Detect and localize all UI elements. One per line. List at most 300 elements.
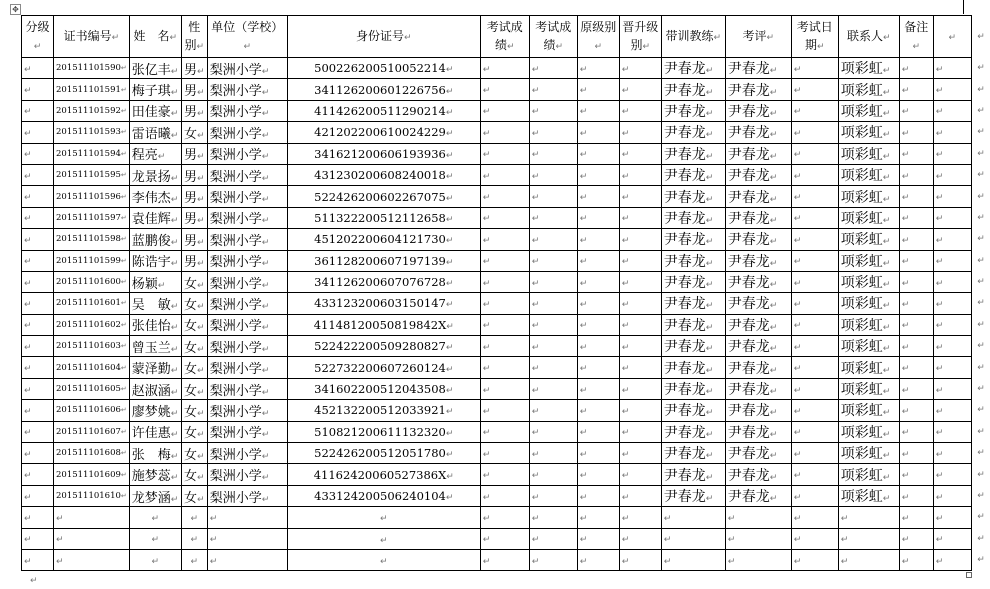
cell-level[interactable]: [22, 207, 54, 228]
cell-id-no[interactable]: [287, 314, 480, 335]
cell-coach[interactable]: [661, 143, 725, 164]
cell-level[interactable]: [22, 443, 54, 464]
cell-cert-no[interactable]: [54, 79, 130, 100]
cell-score-2[interactable]: [529, 485, 577, 506]
cell-evaluator[interactable]: [725, 443, 791, 464]
cell-original-level[interactable]: [577, 528, 619, 549]
cell-exam-date[interactable]: [791, 143, 838, 164]
cell-contact[interactable]: [838, 400, 899, 421]
cell-remarks[interactable]: [899, 378, 933, 399]
cell-sex[interactable]: [181, 421, 207, 442]
cell-contact[interactable]: [838, 164, 899, 185]
cell-name[interactable]: [129, 485, 181, 506]
cell-exam-date[interactable]: [791, 314, 838, 335]
cell-evaluator[interactable]: [725, 507, 791, 528]
cell-promoted-level[interactable]: [619, 336, 661, 357]
cell-name[interactable]: [129, 507, 181, 528]
cell-contact[interactable]: [838, 79, 899, 100]
cell-score-1[interactable]: [480, 229, 529, 250]
cell-coach[interactable]: [661, 464, 725, 485]
cell-unit[interactable]: [207, 293, 287, 314]
cell-original-level[interactable]: [577, 229, 619, 250]
cell-sex[interactable]: [181, 357, 207, 378]
cell-level[interactable]: [22, 507, 54, 528]
cell-id-no[interactable]: [287, 549, 480, 570]
cell-coach[interactable]: [661, 164, 725, 185]
cell-remarks[interactable]: [899, 336, 933, 357]
cell-remarks[interactable]: [899, 207, 933, 228]
cell-extra[interactable]: [933, 250, 985, 271]
cell-unit[interactable]: [207, 122, 287, 143]
cell-original-level[interactable]: [577, 336, 619, 357]
cell-name[interactable]: [129, 378, 181, 399]
cell-contact[interactable]: [838, 271, 899, 292]
cell-sex[interactable]: [181, 271, 207, 292]
cell-id-no[interactable]: [287, 143, 480, 164]
cell-score-2[interactable]: [529, 271, 577, 292]
cell-score-1[interactable]: [480, 357, 529, 378]
cell-contact[interactable]: [838, 143, 899, 164]
cell-contact[interactable]: [838, 250, 899, 271]
cell-exam-date[interactable]: [791, 58, 838, 79]
cell-score-1[interactable]: [480, 207, 529, 228]
cell-cert-no[interactable]: [54, 293, 130, 314]
cell-coach[interactable]: [661, 314, 725, 335]
cell-evaluator[interactable]: [725, 100, 791, 121]
cell-remarks[interactable]: [899, 100, 933, 121]
cell-sex[interactable]: [181, 58, 207, 79]
cell-level[interactable]: [22, 122, 54, 143]
cell-score-2[interactable]: [529, 421, 577, 442]
cell-remarks[interactable]: [899, 528, 933, 549]
cell-score-2[interactable]: [529, 464, 577, 485]
cell-exam-date[interactable]: [791, 378, 838, 399]
cell-name[interactable]: [129, 443, 181, 464]
cell-original-level[interactable]: [577, 357, 619, 378]
cell-evaluator[interactable]: [725, 528, 791, 549]
cell-evaluator[interactable]: [725, 378, 791, 399]
cell-extra[interactable]: [933, 485, 985, 506]
cell-coach[interactable]: [661, 400, 725, 421]
cell-exam-date[interactable]: [791, 79, 838, 100]
cell-name[interactable]: [129, 250, 181, 271]
cell-score-1[interactable]: [480, 378, 529, 399]
cell-cert-no[interactable]: [54, 314, 130, 335]
cell-promoted-level[interactable]: [619, 528, 661, 549]
cell-unit[interactable]: [207, 400, 287, 421]
cell-score-1[interactable]: [480, 250, 529, 271]
cell-name[interactable]: [129, 229, 181, 250]
cell-cert-no[interactable]: [54, 378, 130, 399]
header-cell-score-2[interactable]: 考试成绩↵: [529, 16, 577, 58]
cell-cert-no[interactable]: [54, 143, 130, 164]
cell-score-1[interactable]: [480, 336, 529, 357]
cell-remarks[interactable]: [899, 58, 933, 79]
cell-extra[interactable]: [933, 336, 985, 357]
cell-level[interactable]: [22, 314, 54, 335]
cell-score-1[interactable]: [480, 443, 529, 464]
cell-promoted-level[interactable]: [619, 549, 661, 570]
cell-score-1[interactable]: [480, 271, 529, 292]
cell-extra[interactable]: [933, 528, 985, 549]
cell-cert-no[interactable]: [54, 58, 130, 79]
cell-exam-date[interactable]: [791, 100, 838, 121]
cell-sex[interactable]: [181, 100, 207, 121]
cell-contact[interactable]: [838, 485, 899, 506]
cell-contact[interactable]: [838, 528, 899, 549]
cell-contact[interactable]: [838, 336, 899, 357]
cell-id-no[interactable]: [287, 357, 480, 378]
cell-level[interactable]: [22, 164, 54, 185]
cell-id-no[interactable]: [287, 378, 480, 399]
cell-id-no[interactable]: [287, 336, 480, 357]
cell-name[interactable]: [129, 79, 181, 100]
cell-original-level[interactable]: [577, 549, 619, 570]
cell-unit[interactable]: [207, 229, 287, 250]
cell-score-1[interactable]: [480, 464, 529, 485]
cell-extra[interactable]: [933, 507, 985, 528]
cell-original-level[interactable]: [577, 507, 619, 528]
cell-extra[interactable]: [933, 143, 985, 164]
cell-evaluator[interactable]: [725, 549, 791, 570]
cell-promoted-level[interactable]: [619, 485, 661, 506]
cell-score-2[interactable]: [529, 400, 577, 421]
cell-level[interactable]: [22, 79, 54, 100]
table-resize-handle[interactable]: [966, 572, 972, 578]
cell-coach[interactable]: [661, 79, 725, 100]
cell-evaluator[interactable]: [725, 314, 791, 335]
cell-contact[interactable]: [838, 293, 899, 314]
cell-unit[interactable]: [207, 421, 287, 442]
cell-contact[interactable]: [838, 100, 899, 121]
cell-exam-date[interactable]: [791, 164, 838, 185]
cell-cert-no[interactable]: [54, 100, 130, 121]
cell-extra[interactable]: [933, 549, 985, 570]
cell-level[interactable]: [22, 528, 54, 549]
cell-score-2[interactable]: [529, 186, 577, 207]
cell-level[interactable]: [22, 464, 54, 485]
cell-sex[interactable]: [181, 207, 207, 228]
cell-contact[interactable]: [838, 58, 899, 79]
cell-promoted-level[interactable]: [619, 271, 661, 292]
cell-exam-date[interactable]: [791, 507, 838, 528]
cell-coach[interactable]: [661, 528, 725, 549]
cell-remarks[interactable]: [899, 485, 933, 506]
cell-name[interactable]: [129, 421, 181, 442]
header-cell-remarks[interactable]: 备注↵: [899, 16, 933, 58]
cell-score-1[interactable]: [480, 100, 529, 121]
cell-contact[interactable]: [838, 464, 899, 485]
cell-sex[interactable]: [181, 186, 207, 207]
cell-score-1[interactable]: [480, 528, 529, 549]
cell-name[interactable]: [129, 336, 181, 357]
header-cell-contact[interactable]: 联系人↵: [838, 16, 899, 58]
cell-id-no[interactable]: [287, 464, 480, 485]
cell-remarks[interactable]: [899, 293, 933, 314]
cell-promoted-level[interactable]: [619, 122, 661, 143]
cell-unit[interactable]: [207, 314, 287, 335]
cell-cert-no[interactable]: [54, 186, 130, 207]
cell-exam-date[interactable]: [791, 122, 838, 143]
cell-score-2[interactable]: [529, 229, 577, 250]
cell-score-2[interactable]: [529, 293, 577, 314]
header-cell-evaluator[interactable]: 考评↵: [725, 16, 791, 58]
cell-level[interactable]: [22, 485, 54, 506]
cell-sex[interactable]: [181, 528, 207, 549]
cell-contact[interactable]: [838, 229, 899, 250]
cell-level[interactable]: [22, 58, 54, 79]
cell-evaluator[interactable]: [725, 293, 791, 314]
cell-unit[interactable]: [207, 250, 287, 271]
cell-score-1[interactable]: [480, 549, 529, 570]
cell-remarks[interactable]: [899, 400, 933, 421]
cell-original-level[interactable]: [577, 485, 619, 506]
cell-remarks[interactable]: [899, 443, 933, 464]
cell-name[interactable]: [129, 549, 181, 570]
cell-sex[interactable]: [181, 293, 207, 314]
cell-remarks[interactable]: [899, 507, 933, 528]
cell-name[interactable]: [129, 464, 181, 485]
cell-cert-no[interactable]: [54, 421, 130, 442]
cell-id-no[interactable]: [287, 229, 480, 250]
cell-unit[interactable]: [207, 186, 287, 207]
cell-level[interactable]: [22, 378, 54, 399]
header-cell-extra[interactable]: ↵ ↵: [933, 16, 971, 58]
cell-sex[interactable]: [181, 336, 207, 357]
header-cell-name[interactable]: 姓 名↵: [129, 16, 181, 58]
cell-unit[interactable]: [207, 164, 287, 185]
cell-score-1[interactable]: [480, 186, 529, 207]
cell-coach[interactable]: [661, 293, 725, 314]
cell-contact[interactable]: [838, 122, 899, 143]
cell-promoted-level[interactable]: [619, 58, 661, 79]
cell-coach[interactable]: [661, 549, 725, 570]
cell-remarks[interactable]: [899, 314, 933, 335]
cell-coach[interactable]: [661, 100, 725, 121]
cell-original-level[interactable]: [577, 122, 619, 143]
cell-score-2[interactable]: [529, 58, 577, 79]
cell-evaluator[interactable]: [725, 229, 791, 250]
cell-score-1[interactable]: [480, 400, 529, 421]
cell-promoted-level[interactable]: [619, 164, 661, 185]
cell-exam-date[interactable]: [791, 186, 838, 207]
cell-unit[interactable]: [207, 443, 287, 464]
cell-unit[interactable]: [207, 357, 287, 378]
cell-extra[interactable]: [933, 100, 985, 121]
cell-cert-no[interactable]: [54, 485, 130, 506]
cell-promoted-level[interactable]: [619, 229, 661, 250]
cell-score-1[interactable]: [480, 122, 529, 143]
cell-unit[interactable]: [207, 271, 287, 292]
cell-id-no[interactable]: [287, 271, 480, 292]
cell-exam-date[interactable]: [791, 443, 838, 464]
cell-coach[interactable]: [661, 507, 725, 528]
cell-level[interactable]: [22, 549, 54, 570]
cell-name[interactable]: [129, 58, 181, 79]
cell-exam-date[interactable]: [791, 485, 838, 506]
cell-promoted-level[interactable]: [619, 293, 661, 314]
cell-unit[interactable]: [207, 378, 287, 399]
cell-contact[interactable]: [838, 421, 899, 442]
cell-extra[interactable]: [933, 464, 985, 485]
cell-id-no[interactable]: [287, 293, 480, 314]
cell-evaluator[interactable]: [725, 464, 791, 485]
header-cell-cert-no[interactable]: 证书编号↵: [54, 16, 130, 58]
cell-score-1[interactable]: [480, 507, 529, 528]
cell-extra[interactable]: [933, 421, 985, 442]
cell-original-level[interactable]: [577, 79, 619, 100]
cell-score-1[interactable]: [480, 485, 529, 506]
cell-original-level[interactable]: [577, 186, 619, 207]
cell-remarks[interactable]: [899, 549, 933, 570]
cell-sex[interactable]: [181, 143, 207, 164]
cell-exam-date[interactable]: [791, 293, 838, 314]
cell-id-no[interactable]: [287, 443, 480, 464]
cell-exam-date[interactable]: [791, 421, 838, 442]
cell-level[interactable]: [22, 100, 54, 121]
table-move-handle-icon[interactable]: ✥: [10, 4, 21, 15]
cell-score-1[interactable]: [480, 421, 529, 442]
cell-cert-no[interactable]: [54, 357, 130, 378]
cell-sex[interactable]: [181, 378, 207, 399]
cell-cert-no[interactable]: [54, 271, 130, 292]
cell-promoted-level[interactable]: [619, 314, 661, 335]
cell-promoted-level[interactable]: [619, 143, 661, 164]
cell-original-level[interactable]: [577, 400, 619, 421]
cell-promoted-level[interactable]: [619, 186, 661, 207]
cell-promoted-level[interactable]: [619, 79, 661, 100]
cell-cert-no[interactable]: [54, 164, 130, 185]
cell-name[interactable]: [129, 357, 181, 378]
cell-evaluator[interactable]: [725, 207, 791, 228]
cell-unit[interactable]: [207, 58, 287, 79]
cell-id-no[interactable]: [287, 250, 480, 271]
cell-level[interactable]: [22, 357, 54, 378]
cell-original-level[interactable]: [577, 100, 619, 121]
cell-remarks[interactable]: [899, 143, 933, 164]
cell-score-1[interactable]: [480, 293, 529, 314]
cell-extra[interactable]: [933, 378, 985, 399]
cell-score-2[interactable]: [529, 79, 577, 100]
cell-sex[interactable]: [181, 122, 207, 143]
header-cell-sex[interactable]: 性别↵: [181, 16, 207, 58]
cell-level[interactable]: [22, 421, 54, 442]
cell-score-2[interactable]: [529, 507, 577, 528]
cell-promoted-level[interactable]: [619, 421, 661, 442]
cell-promoted-level[interactable]: [619, 357, 661, 378]
cell-original-level[interactable]: [577, 143, 619, 164]
cell-evaluator[interactable]: [725, 58, 791, 79]
cell-name[interactable]: [129, 207, 181, 228]
cell-score-1[interactable]: [480, 314, 529, 335]
cell-unit[interactable]: [207, 79, 287, 100]
cell-score-2[interactable]: [529, 443, 577, 464]
cell-evaluator[interactable]: [725, 336, 791, 357]
cell-promoted-level[interactable]: [619, 464, 661, 485]
cell-original-level[interactable]: [577, 443, 619, 464]
cell-cert-no[interactable]: [54, 336, 130, 357]
cell-id-no[interactable]: [287, 207, 480, 228]
cell-sex[interactable]: [181, 400, 207, 421]
cell-score-1[interactable]: [480, 79, 529, 100]
cell-remarks[interactable]: [899, 229, 933, 250]
cell-cert-no[interactable]: [54, 250, 130, 271]
cell-name[interactable]: [129, 122, 181, 143]
cell-score-2[interactable]: [529, 100, 577, 121]
cell-original-level[interactable]: [577, 314, 619, 335]
cell-remarks[interactable]: [899, 186, 933, 207]
cell-name[interactable]: [129, 314, 181, 335]
cell-remarks[interactable]: [899, 250, 933, 271]
cell-score-1[interactable]: [480, 143, 529, 164]
cell-id-no[interactable]: [287, 58, 480, 79]
cell-exam-date[interactable]: [791, 357, 838, 378]
cell-coach[interactable]: [661, 58, 725, 79]
cell-extra[interactable]: [933, 314, 985, 335]
cell-sex[interactable]: [181, 250, 207, 271]
cell-id-no[interactable]: [287, 122, 480, 143]
cell-exam-date[interactable]: [791, 528, 838, 549]
cell-exam-date[interactable]: [791, 336, 838, 357]
cell-extra[interactable]: [933, 229, 985, 250]
cell-sex[interactable]: [181, 314, 207, 335]
cell-exam-date[interactable]: [791, 207, 838, 228]
cell-remarks[interactable]: [899, 271, 933, 292]
cell-promoted-level[interactable]: [619, 100, 661, 121]
cell-cert-no[interactable]: [54, 464, 130, 485]
cell-name[interactable]: [129, 143, 181, 164]
cell-name[interactable]: [129, 186, 181, 207]
cell-exam-date[interactable]: [791, 464, 838, 485]
cell-promoted-level[interactable]: [619, 507, 661, 528]
cell-remarks[interactable]: [899, 357, 933, 378]
cell-coach[interactable]: [661, 229, 725, 250]
cell-exam-date[interactable]: [791, 229, 838, 250]
cell-name[interactable]: [129, 528, 181, 549]
cell-coach[interactable]: [661, 186, 725, 207]
cell-coach[interactable]: [661, 485, 725, 506]
cell-score-2[interactable]: [529, 528, 577, 549]
cell-original-level[interactable]: [577, 378, 619, 399]
cell-unit[interactable]: [207, 549, 287, 570]
cell-evaluator[interactable]: [725, 485, 791, 506]
cell-original-level[interactable]: [577, 250, 619, 271]
cell-score-2[interactable]: [529, 122, 577, 143]
cell-level[interactable]: [22, 271, 54, 292]
cell-evaluator[interactable]: [725, 250, 791, 271]
cell-unit[interactable]: [207, 207, 287, 228]
cell-evaluator[interactable]: [725, 79, 791, 100]
cell-score-1[interactable]: [480, 58, 529, 79]
cell-level[interactable]: [22, 400, 54, 421]
cell-evaluator[interactable]: [725, 400, 791, 421]
cell-level[interactable]: [22, 229, 54, 250]
cell-cert-no[interactable]: [54, 229, 130, 250]
cell-remarks[interactable]: [899, 464, 933, 485]
cell-coach[interactable]: [661, 250, 725, 271]
cell-coach[interactable]: [661, 271, 725, 292]
cell-exam-date[interactable]: [791, 250, 838, 271]
cell-exam-date[interactable]: [791, 400, 838, 421]
cell-unit[interactable]: [207, 485, 287, 506]
cell-id-no[interactable]: [287, 528, 480, 549]
cell-extra[interactable]: [933, 293, 985, 314]
cell-evaluator[interactable]: [725, 357, 791, 378]
cell-sex[interactable]: [181, 485, 207, 506]
cell-original-level[interactable]: [577, 421, 619, 442]
header-cell-score-1[interactable]: 考试成绩↵: [480, 16, 529, 58]
cell-sex[interactable]: [181, 229, 207, 250]
